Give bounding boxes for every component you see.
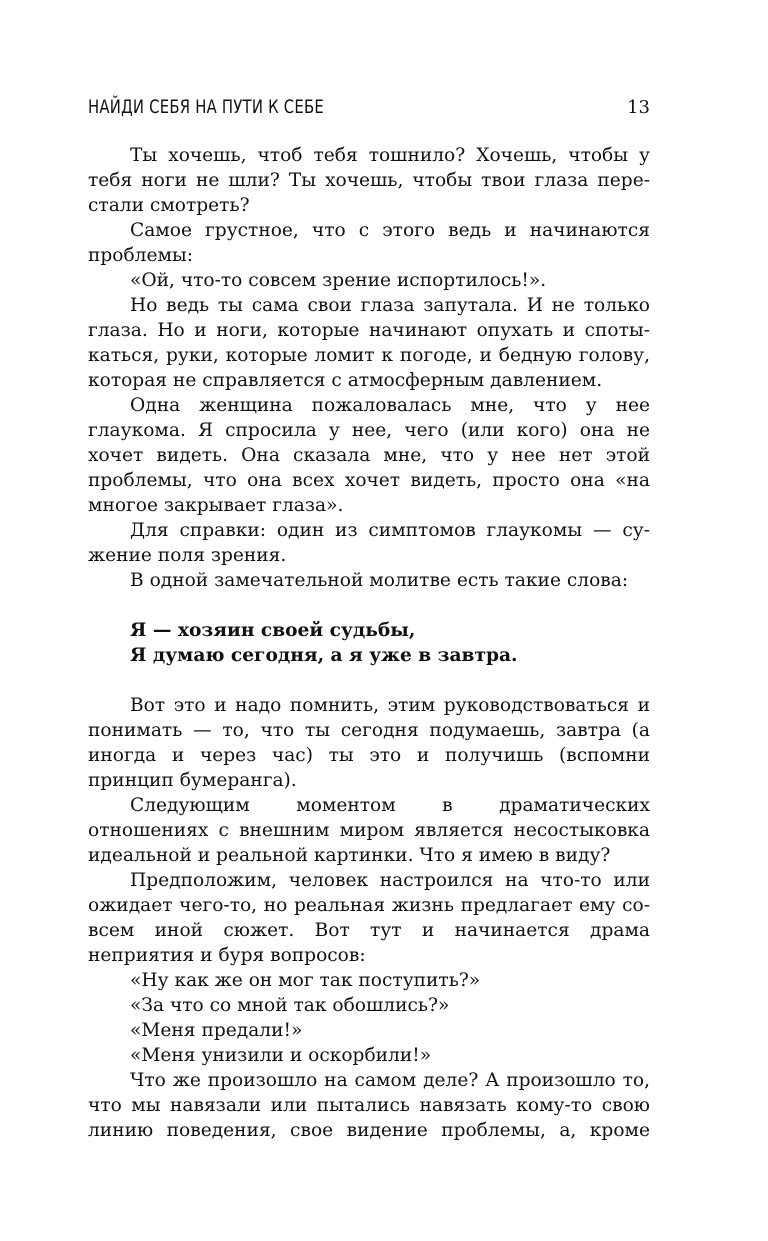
paragraph: Ты хочешь, чтоб тебя тошнило? Хочешь, чтобы у тебя ноги не шли? Ты хочешь, чтобы твои глаза перестали смотреть?	[88, 145, 650, 216]
paragraph: Но ведь ты сама свои глаза запутала. И не только глаза. Но и ноги, которые начинают опухать и спотыкаться, руки, которые ломит к погоде, и бедную голову, которая не справляется с атмосферным давлением.	[88, 295, 650, 391]
body-text	[88, 143, 650, 1143]
paragraph: Предположим, человек настроился на что-то или ожидает чего-то, но реальная жизнь предлагает ему совсем иной сюжет. Вот тут и начинается драма неприятия и буря вопросов:	[88, 870, 650, 966]
quote-line: Я — хозяин своей судьбы,	[130, 620, 416, 641]
dialogue-line: «За что со мной так обошлись?»	[130, 995, 450, 1016]
dialogue-line: «Ну как же он мог так поступить?»	[130, 970, 481, 991]
dialogue-line: «Меня унизили и оскорбили!»	[130, 1045, 432, 1066]
bold-quote	[88, 618, 650, 668]
paragraph: Для справки: один из симптомов глаукомы — сужение поля зрения.	[88, 520, 650, 566]
paragraph: Самое грустное, что с этого ведь и начинаются проблемы:	[88, 220, 650, 266]
paragraph: Что же произошло на самом деле? А произошло то, что мы навязали или пытались навязать кому-то свою линию поведения, свое видение проблемы, а, кроме	[88, 1070, 650, 1141]
paragraph: Вот это и надо помнить, этим руководствоваться и понимать — то, что ты сегодня подумаешь, завтра (а иногда и через час) ты это и получишь (вспомни принцип бумеранга).	[88, 695, 650, 791]
paragraph: Одна женщина пожаловалась мне, что у нее глаукома. Я спросила у нее, чего (или кого) она не хочет видеть. Она сказала мне, что у нее нет этой проблемы, что она всех хочет видеть, просто она «на многое закрывает глаза».	[88, 395, 650, 516]
paragraph: Следующим моментом в драматических отношениях с внешним миром является несостыковка идеальной и реальной картинки. Что я имею в виду?	[88, 795, 650, 866]
running-title: НАЙДИ СЕБЯ НА ПУТИ К СЕБЕ	[88, 96, 324, 118]
paragraph: В одной замечательной молитве есть такие слова:	[130, 570, 629, 591]
dialogue-line: «Меня предали!»	[130, 1020, 303, 1041]
quote-line: Я думаю сегодня, а я уже в завтра.	[130, 645, 518, 666]
page-number: 13	[627, 97, 650, 118]
paragraph: «Ой, что-то совсем зрение испортилось!».	[130, 270, 547, 291]
